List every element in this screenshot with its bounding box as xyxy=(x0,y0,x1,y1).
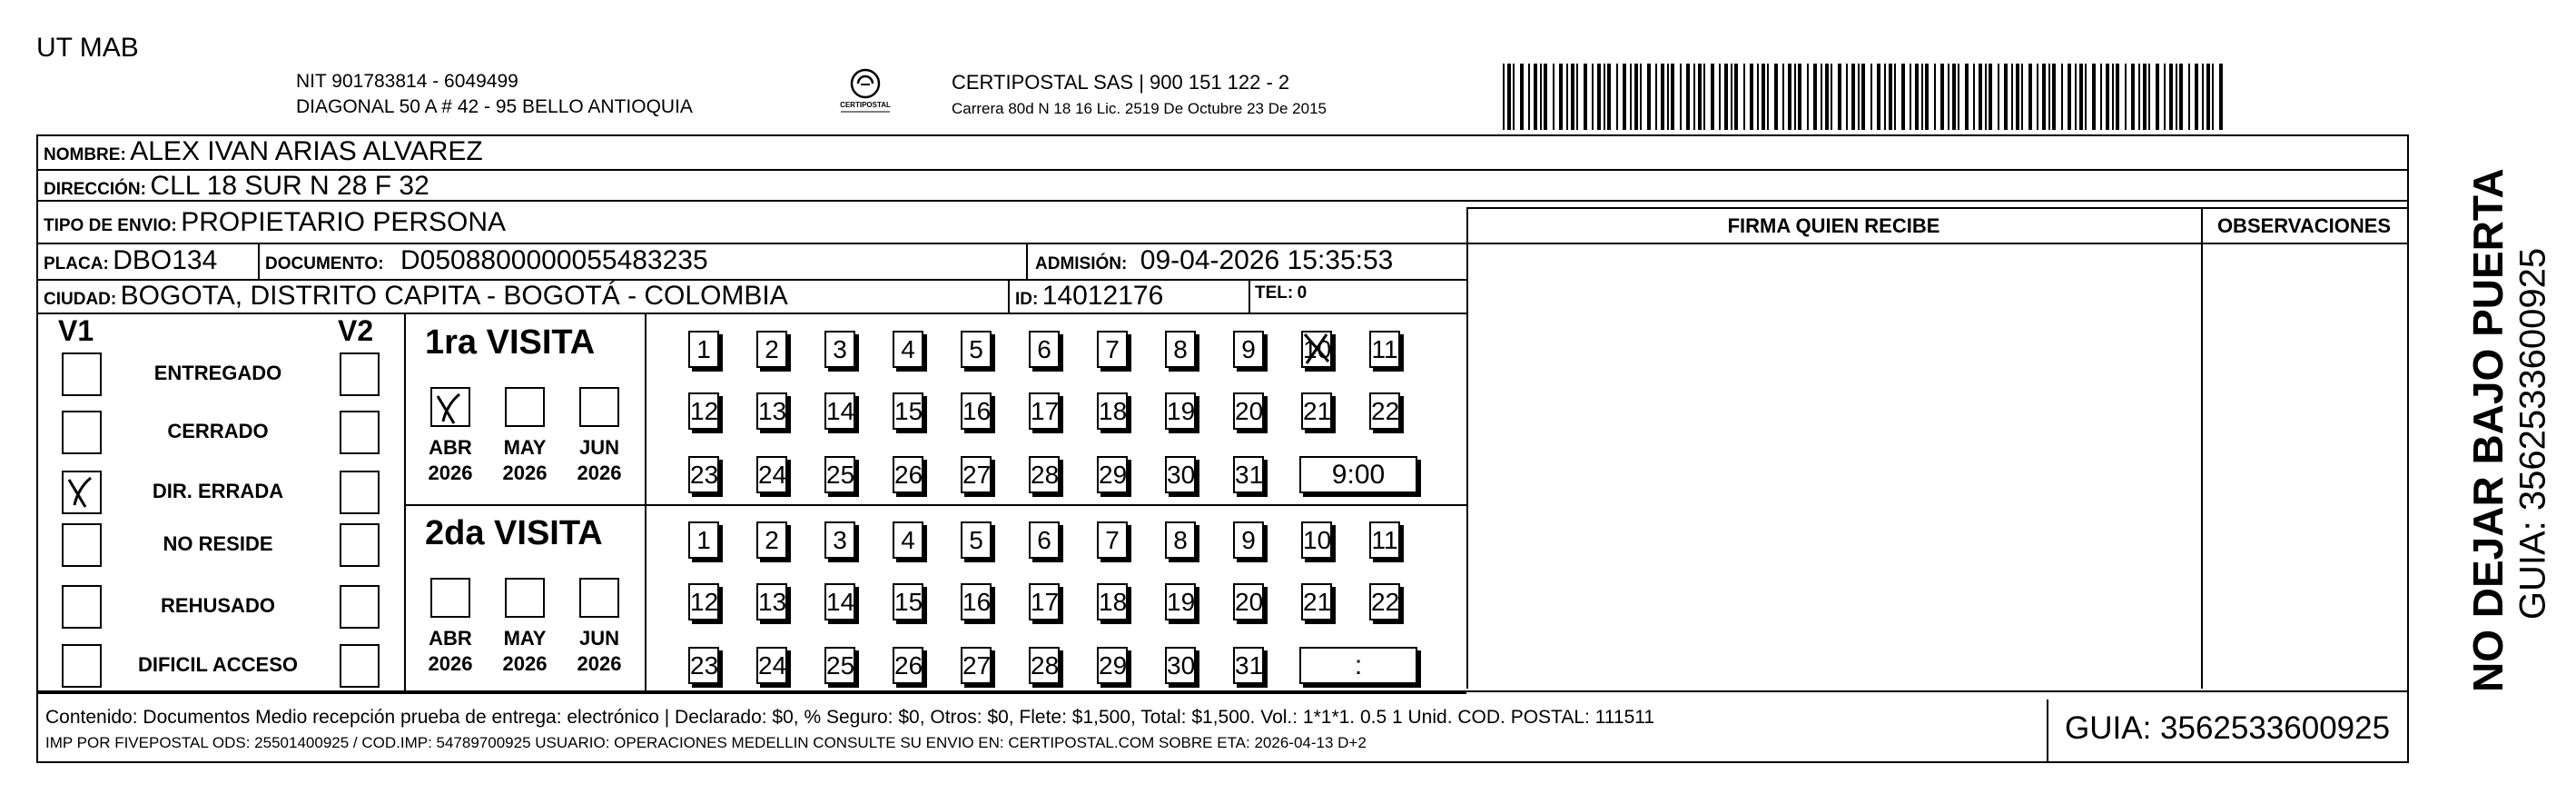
barcode-bar xyxy=(1782,64,1784,130)
barcode-bar xyxy=(2188,64,2190,130)
barcode-bar xyxy=(1604,64,1605,130)
barcode-image xyxy=(1503,64,2229,130)
barcode-bar xyxy=(1831,64,1832,130)
v1-checkbox[interactable] xyxy=(62,471,102,514)
barcode-bar xyxy=(1607,64,1611,130)
barcode-bar xyxy=(1724,64,1728,130)
observations-header: OBSERVACIONES xyxy=(2216,214,2392,237)
barcode-bar xyxy=(1520,64,1524,130)
barcode-bar xyxy=(1528,64,1530,130)
month-checkbox[interactable] xyxy=(430,387,470,427)
day-checkbox[interactable]: 27 xyxy=(961,456,992,493)
barcode-bar xyxy=(2125,64,2127,130)
month-year-label: 2026 xyxy=(577,462,622,484)
v1-checkbox[interactable] xyxy=(62,523,102,567)
day-checkbox[interactable]: 30 xyxy=(1165,456,1196,493)
day-checkbox[interactable]: 3 xyxy=(824,331,855,368)
barcode-bar xyxy=(1703,64,1705,130)
day-checkbox[interactable]: 20 xyxy=(1233,583,1264,620)
day-checkbox[interactable]: 23 xyxy=(688,456,719,493)
barcode-bar xyxy=(1788,64,1791,130)
barcode-bar xyxy=(2037,64,2038,130)
v1-label: V1 xyxy=(58,314,94,347)
barcode-bar xyxy=(1592,64,1594,130)
month-year-label: 2026 xyxy=(502,462,548,484)
barcode-bar xyxy=(1553,64,1554,130)
sender-nit: NIT 901783814 - 6049499 xyxy=(296,71,518,92)
barcode-bar xyxy=(1762,64,1765,130)
ship-type: PROPIETARIO PERSONA xyxy=(181,207,507,237)
day-checkbox[interactable]: 18 xyxy=(1097,583,1128,620)
v2-checkbox[interactable] xyxy=(340,352,380,396)
barcode-bar xyxy=(1513,64,1515,130)
barcode-bar xyxy=(2052,64,2056,130)
v2-checkbox[interactable] xyxy=(340,644,380,688)
day-checkbox[interactable]: 29 xyxy=(1097,456,1128,493)
barcode-bar xyxy=(1640,64,1642,130)
plate-value: DBO134 xyxy=(113,245,218,275)
day-checkbox[interactable]: 11 xyxy=(1369,521,1400,559)
barcode-bar xyxy=(1534,64,1537,130)
barcode-bar xyxy=(2092,64,2096,130)
day-checkbox[interactable]: 13 xyxy=(756,583,787,620)
second-visit-label: 2da VISITA xyxy=(425,514,603,552)
day-checkbox[interactable]: 25 xyxy=(824,456,855,493)
month-year-label: 2026 xyxy=(428,462,473,484)
barcode-bar xyxy=(2075,64,2077,130)
month-year-label: 2026 xyxy=(577,652,622,675)
document-value: D0508800000055483235 xyxy=(400,245,708,275)
barcode-bar xyxy=(1559,64,1563,130)
document-label: DOCUMENTO: xyxy=(265,254,384,273)
barcode-bar xyxy=(1979,64,1982,130)
barcode-bar xyxy=(1507,64,1511,130)
status-label: DIFICIL ACCESO xyxy=(137,653,298,676)
barcode-bar xyxy=(1647,64,1651,130)
month-label: JUN xyxy=(578,627,619,650)
day-checkbox[interactable]: 24 xyxy=(756,456,787,493)
month-checkbox[interactable] xyxy=(505,387,545,427)
day-checkbox[interactable]: 21 xyxy=(1301,392,1332,430)
barcode-bar xyxy=(1877,64,1880,130)
barcode-bar xyxy=(1794,64,1796,130)
barcode-bar xyxy=(1985,64,1987,130)
day-checkbox[interactable]: 9 xyxy=(1233,331,1264,368)
day-checkbox[interactable]: 2 xyxy=(756,521,787,559)
barcode-bar xyxy=(1894,64,1896,130)
day-checkbox[interactable]: 22 xyxy=(1369,583,1400,620)
barcode-bar xyxy=(2068,64,2071,130)
day-checkbox[interactable]: 3 xyxy=(824,521,855,559)
barcode-bar xyxy=(1870,64,1872,130)
month-checkbox[interactable] xyxy=(579,387,619,427)
id-value: 14012176 xyxy=(1041,281,1164,311)
day-checkbox[interactable]: 4 xyxy=(893,521,923,559)
tel-value: 0 xyxy=(1297,283,1308,303)
sender-code: UT MAB xyxy=(36,33,139,63)
barcode-bar xyxy=(1934,64,1936,130)
city-value: BOGOTA, DISTRITO CAPITA - BOGOTÁ - COLOMBIA xyxy=(120,281,788,311)
month-checkbox[interactable] xyxy=(430,578,470,618)
side-guia: GUIA: 3562533600925 xyxy=(2512,247,2553,620)
barcode-bar xyxy=(1576,64,1578,130)
day-checkbox[interactable]: 16 xyxy=(961,392,992,430)
barcode-bar xyxy=(1798,64,1801,130)
barcode-bar xyxy=(1634,64,1638,130)
barcode-bar xyxy=(1719,64,1721,130)
barcode-bar xyxy=(2164,64,2166,130)
v2-checkbox[interactable] xyxy=(340,585,380,629)
status-label: ENTREGADO xyxy=(153,362,282,384)
barcode-bar xyxy=(1671,64,1674,130)
day-checkbox[interactable]: 19 xyxy=(1165,392,1196,430)
day-checkbox[interactable]: 9 xyxy=(1233,521,1264,559)
barcode-bar xyxy=(2112,64,2114,130)
barcode-bar xyxy=(1630,64,1632,130)
day-checkbox[interactable]: 31 xyxy=(1233,647,1264,684)
barcode-bar xyxy=(1889,64,1892,130)
barcode-bar xyxy=(1757,64,1759,130)
month-year-label: 2026 xyxy=(428,652,473,675)
barcode-bar xyxy=(2202,64,2204,130)
barcode-bar xyxy=(2169,64,2173,130)
day-checkbox[interactable]: 5 xyxy=(961,521,992,559)
barcode-bar xyxy=(2206,64,2210,130)
day-checkbox[interactable]: 17 xyxy=(1029,392,1060,430)
day-checkbox[interactable]: 16 xyxy=(961,583,992,620)
barcode-bar xyxy=(1901,64,1905,130)
barcode-bar xyxy=(1693,64,1695,130)
barcode-bar xyxy=(1774,64,1778,130)
day-checkbox[interactable]: 11 xyxy=(1369,331,1400,368)
barcode-bar xyxy=(2048,64,2050,130)
barcode-bar xyxy=(1743,64,1745,130)
barcode-bar xyxy=(1680,64,1682,130)
admission-label: ADMISIÓN: xyxy=(1035,254,1128,273)
day-checkbox[interactable]: 5 xyxy=(961,331,992,368)
v1-checkbox[interactable] xyxy=(62,644,102,688)
day-checkbox[interactable]: 24 xyxy=(756,647,787,684)
v2-label: V2 xyxy=(338,314,374,347)
barcode-bar xyxy=(2021,64,2023,130)
barcode-bar xyxy=(1686,64,1690,130)
barcode-bar xyxy=(1734,64,1738,130)
status-label: NO RESIDE xyxy=(163,532,273,555)
day-checkbox[interactable]: 28 xyxy=(1029,456,1060,493)
logo-text: CERTIPOSTAL xyxy=(840,101,891,109)
day-checkbox[interactable]: 1 xyxy=(688,521,719,559)
barcode-bar xyxy=(1965,64,1969,130)
recipient-address: CLL 18 SUR N 28 F 32 xyxy=(150,171,429,201)
day-checkbox[interactable]: 7 xyxy=(1097,521,1128,559)
barcode-bar xyxy=(1861,64,1865,130)
barcode-bar xyxy=(1958,64,1959,130)
barcode-bar xyxy=(1571,64,1574,130)
day-checkbox[interactable]: 12 xyxy=(688,583,719,620)
barcode-bar xyxy=(1667,64,1669,130)
barcode-bar xyxy=(2156,64,2159,130)
day-checkbox[interactable]: 15 xyxy=(893,583,923,620)
barcode-bar xyxy=(1711,64,1714,130)
day-checkbox[interactable]: 27 xyxy=(961,647,992,684)
barcode-bar xyxy=(2011,64,2013,130)
barcode-bar xyxy=(1623,64,1626,130)
v1-checkbox[interactable] xyxy=(62,352,102,396)
day-checkbox[interactable]: 28 xyxy=(1029,647,1060,684)
barcode-bar xyxy=(1750,64,1753,130)
barcode-bar xyxy=(1616,64,1618,130)
barcode-bar xyxy=(2195,64,2198,130)
day-checkbox[interactable]: 4 xyxy=(893,331,923,368)
day-checkbox[interactable]: 7 xyxy=(1097,331,1128,368)
footer-guia: GUIA: 3562533600925 xyxy=(2065,710,2391,746)
barcode-bar xyxy=(2042,64,2046,130)
status-label: DIR. ERRADA xyxy=(152,480,284,502)
day-checkbox[interactable]: 29 xyxy=(1097,647,1128,684)
day-checkbox[interactable]: 14 xyxy=(824,583,855,620)
barcode-bar xyxy=(1915,64,1919,130)
time-field[interactable]: 9:00 xyxy=(1299,456,1417,493)
barcode-bar xyxy=(2143,64,2147,130)
barcode-bar xyxy=(1921,64,1923,130)
day-checkbox[interactable]: 23 xyxy=(688,647,719,684)
day-checkbox[interactable]: 31 xyxy=(1233,456,1264,493)
day-checkbox[interactable]: 8 xyxy=(1165,521,1196,559)
barcode-bar xyxy=(1838,64,1841,130)
barcode-bar xyxy=(1698,64,1702,130)
cross-mark-icon xyxy=(1299,329,1336,367)
day-checkbox[interactable]: 26 xyxy=(893,456,923,493)
day-checkbox[interactable]: 6 xyxy=(1029,331,1060,368)
barcode-bar xyxy=(2131,64,2135,130)
barcode-bar xyxy=(2028,64,2032,130)
barcode-bar xyxy=(2219,64,2223,130)
day-checkbox[interactable]: 18 xyxy=(1097,392,1128,430)
barcode-bar xyxy=(1731,64,1732,130)
v2-checkbox[interactable] xyxy=(340,411,380,454)
check-mark-icon xyxy=(64,472,100,512)
day-checkbox[interactable]: 2 xyxy=(756,331,787,368)
month-label: JUN xyxy=(578,436,619,459)
month-checkbox[interactable] xyxy=(505,578,545,618)
barcode-bar xyxy=(2079,64,2083,130)
barcode-bar xyxy=(1858,64,1860,130)
barcode-bar xyxy=(1584,64,1587,130)
day-checkbox[interactable]: 13 xyxy=(756,392,787,430)
barcode-bar xyxy=(2106,64,2109,130)
barcode-bar xyxy=(1566,64,1568,130)
day-checkbox[interactable]: 1 xyxy=(688,331,719,368)
barcode-bar xyxy=(1661,64,1664,130)
company-address: Carrera 80d N 18 16 Lic. 2519 De Octubre 23 De 2015 xyxy=(952,100,1327,117)
barcode-bar xyxy=(1825,64,1829,130)
month-label: ABR xyxy=(429,436,472,459)
barcode-bar xyxy=(2138,64,2140,130)
barcode-bar xyxy=(1807,64,1809,130)
status-label: REHUSADO xyxy=(161,594,275,617)
barcode-bar xyxy=(1973,64,1975,130)
day-checkbox[interactable]: 12 xyxy=(688,392,719,430)
contents-line: Contenido: Documentos Medio recepción prueba de entrega: electrónico | Declarado: $0, % Seguro: $0, Otros: $0, Flete: $1,500, Total: $1,500. Vol.: 1*1*1. 0.5 1 Unid. COD. POSTAL: 111511 xyxy=(45,707,1655,728)
barcode-bar xyxy=(2116,64,2119,130)
barcode-bar xyxy=(2179,64,2183,130)
ship-type-label: TIPO DE ENVIO: xyxy=(44,216,177,235)
day-checkbox[interactable]: 8 xyxy=(1165,331,1196,368)
v1-checkbox[interactable] xyxy=(62,585,102,629)
plate-label: PLACA: xyxy=(44,254,109,273)
city-label: CIUDAD: xyxy=(44,290,117,309)
month-label: MAY xyxy=(503,627,547,650)
day-checkbox[interactable]: 25 xyxy=(824,647,855,684)
time-field[interactable]: : xyxy=(1299,647,1417,684)
barcode-bar xyxy=(1655,64,1657,130)
company-name: CERTIPOSTAL SAS | 900 151 122 - 2 xyxy=(952,71,1290,94)
barcode-bar xyxy=(1540,64,1542,130)
certipostal-logo xyxy=(815,64,915,118)
barcode-bar xyxy=(1544,64,1547,130)
month-label: MAY xyxy=(503,436,547,459)
month-checkbox[interactable] xyxy=(579,578,619,618)
first-visit-label: 1ra VISITA xyxy=(425,323,596,362)
id-label: ID: xyxy=(1015,290,1039,309)
day-checkbox[interactable]: 10 xyxy=(1301,331,1332,368)
barcode-bar xyxy=(1851,64,1855,130)
barcode-bar xyxy=(1940,64,1944,130)
v2-checkbox[interactable] xyxy=(340,523,380,567)
barcode-bar xyxy=(2085,64,2087,130)
barcode-bar xyxy=(2176,64,2177,130)
no-slip-under-door-warning: NO DEJAR BAJO PUERTA xyxy=(2464,168,2512,692)
barcode-bar xyxy=(1989,64,1992,130)
barcode-bar xyxy=(1846,64,1848,130)
status-label: CERRADO xyxy=(167,420,269,442)
signature-header: FIRMA QUIEN RECIBE xyxy=(1727,214,1940,237)
barcode-bar xyxy=(2061,64,2063,130)
barcode-bar xyxy=(2212,64,2214,130)
month-year-label: 2026 xyxy=(502,652,548,675)
barcode-bar xyxy=(1884,64,1886,130)
month-label: ABR xyxy=(429,627,472,650)
day-checkbox[interactable]: 26 xyxy=(893,647,923,684)
barcode-bar xyxy=(1910,64,1911,130)
v2-checkbox[interactable] xyxy=(340,471,380,514)
day-checkbox[interactable]: 30 xyxy=(1165,647,1196,684)
day-checkbox[interactable]: 6 xyxy=(1029,521,1060,559)
recipient-name: ALEX IVAN ARIAS ALVAREZ xyxy=(130,136,483,166)
admission-value: 09-04-2026 15:35:53 xyxy=(1140,245,1394,275)
barcode-bar xyxy=(1948,64,1949,130)
day-checkbox[interactable]: 19 xyxy=(1165,583,1196,620)
barcode-bar xyxy=(1821,64,1822,130)
day-checkbox[interactable]: 10 xyxy=(1301,521,1332,559)
barcode-bar xyxy=(1952,64,1956,130)
barcode-bar xyxy=(1925,64,1929,130)
barcode-bar xyxy=(1597,64,1601,130)
print-info-line: IMP POR FIVEPOSTAL ODS: 25501400925 / COD.IMP: 54789700925 USUARIO: OPERACIONES MEDELLIN CONSULTE SU ENVIO EN: CERTIPOSTAL.COM SOBRE ETA: 2026-04-13 D+2 xyxy=(45,734,1367,751)
day-checkbox[interactable]: 15 xyxy=(893,392,923,430)
barcode-bar xyxy=(1767,64,1769,130)
barcode-bar xyxy=(1813,64,1817,130)
check-mark-icon xyxy=(432,389,469,429)
barcode-bar xyxy=(2148,64,2150,130)
barcode-bar xyxy=(1998,64,1999,130)
day-checkbox[interactable]: 22 xyxy=(1369,392,1400,430)
day-checkbox[interactable]: 21 xyxy=(1301,583,1332,620)
barcode-bar xyxy=(2016,64,2019,130)
tel-label: TEL: xyxy=(1255,283,1294,303)
name-label: NOMBRE: xyxy=(44,145,126,164)
barcode-bar xyxy=(2100,64,2102,130)
day-checkbox[interactable]: 20 xyxy=(1233,392,1264,430)
day-checkbox[interactable]: 17 xyxy=(1029,583,1060,620)
v1-checkbox[interactable] xyxy=(62,411,102,454)
sender-address: DIAGONAL 50 A # 42 - 95 BELLO ANTIOQUIA xyxy=(296,96,693,117)
day-checkbox[interactable]: 14 xyxy=(824,392,855,430)
barcode-bar xyxy=(2004,64,2008,130)
barcode-bar xyxy=(1503,64,1505,130)
address-label: DIRECCIÓN: xyxy=(44,180,146,199)
